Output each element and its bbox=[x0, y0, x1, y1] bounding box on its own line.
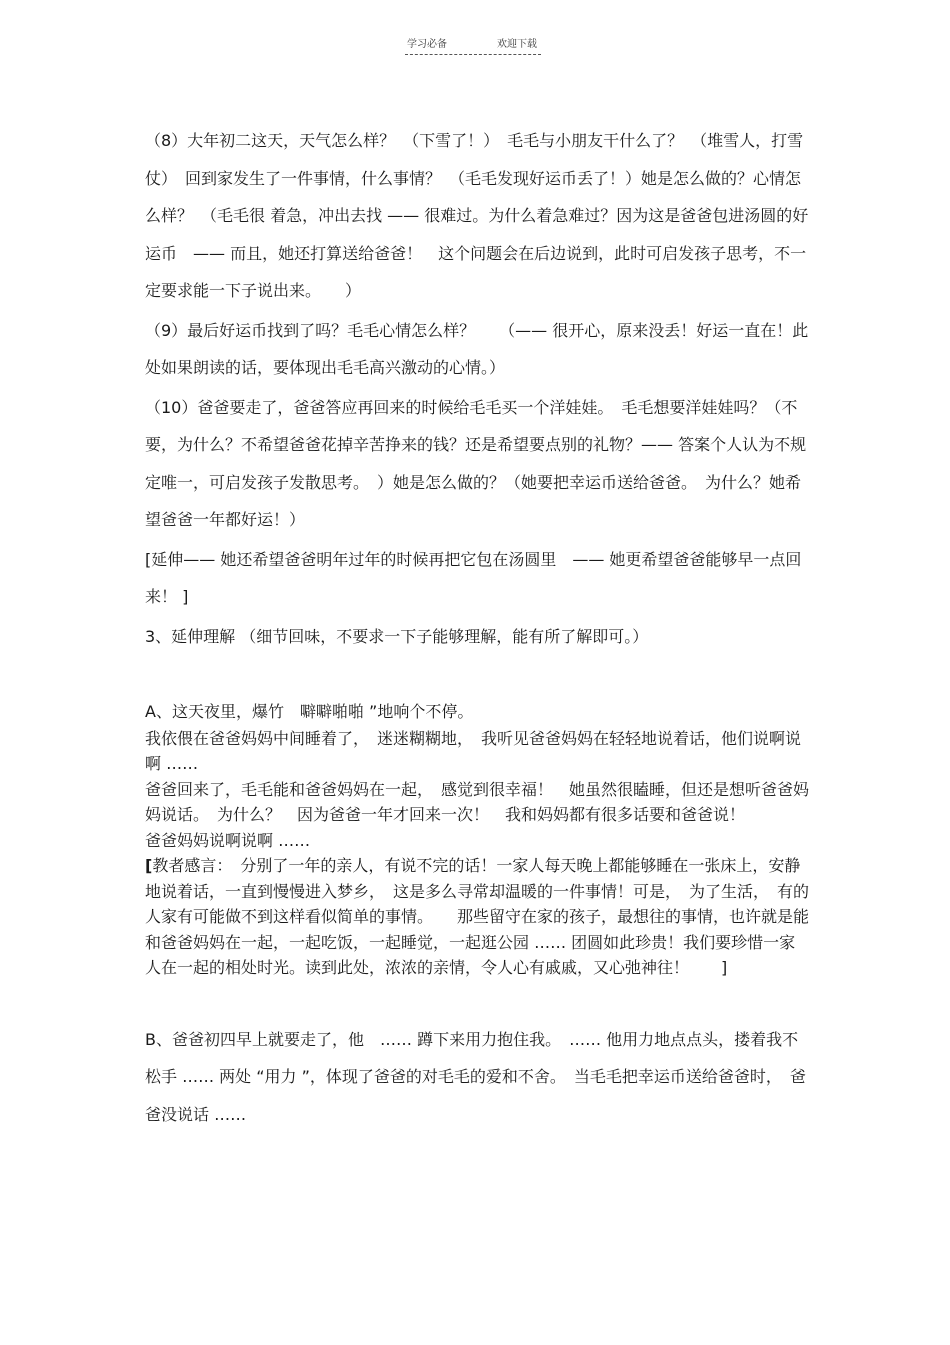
paragraph-question-10: （10）爸爸要走了，爸爸答应再回来的时候给毛毛买一个洋娃娃。 毛毛想要洋娃娃吗？（不要，为什么？不希望爸爸花掉辛苦挣来的钱？还是希望要点别的礼物？—— 答案个人认为不规定唯一，可启发孩子发散思考。 ）她是怎么做的？（她要把幸运币送给爸爸。 为什么？她希望爸爸一年都好运！） bbox=[145, 397, 807, 529]
page-header bbox=[405, 38, 545, 60]
section-questions bbox=[145, 122, 810, 655]
section-a-paragraph-1: 我依偎在爸爸妈妈中间睡着了， 迷迷糊糊地， 我听见爸爸妈妈在轻轻地说着话，他们说啊说啊 …… bbox=[145, 728, 802, 773]
section-a-paragraph-3: 爸爸妈妈说啊说啊 …… bbox=[145, 830, 311, 850]
section-b bbox=[145, 1021, 810, 1134]
teacher-note-paragraph bbox=[145, 853, 810, 981]
header-left-text: 学习必备 bbox=[407, 39, 447, 50]
section-a-paragraph-2: 爸爸回来了，毛毛能和爸爸妈妈在一起， 感觉到很幸福！ 她虽然很瞌睡，但还是想听爸爸妈妈说话。 为什么？ 因为爸爸一年才回来一次！ 我和妈妈都有很多话要和爸爸说！ bbox=[145, 779, 810, 824]
section-a bbox=[145, 699, 810, 981]
paragraph-question-8: （8）大年初二这天，天气怎么样？ （下雪了！） 毛毛与小朋友干什么了？ （堆雪人，打雪仗） 回到家发生了一件事情，什么事情？ （毛毛发现好运币丢了！）她是怎么做的？心情怎么样？ （毛毛很 着急，冲出去找 —— 很难过。为什么着急难过？因为这是爸爸包进汤圆的好运币 —— 而且，她还打算送给爸爸！ 这个问题会在后边说到，此时可启发孩子思考，不一定要求能一下子说出来。 ） bbox=[145, 131, 809, 300]
paragraph-extension: [延伸—— 她还希望爸爸明年过年的时候再把它包在汤圆里 —— 她更希望爸爸能够早一点回来！ ] bbox=[145, 549, 802, 606]
section-a-title: A、这天夜里，爆竹 噼噼啪啪 ”地响个不停。 bbox=[145, 702, 474, 721]
document-body bbox=[145, 122, 810, 1133]
header-right-text: 欢迎下载 bbox=[497, 39, 537, 50]
teacher-note-open-bracket: [ bbox=[145, 856, 153, 875]
header-dashed-rule bbox=[405, 54, 541, 55]
paragraph-question-9: （9）最后好运币找到了吗？毛毛心情怎么样？ （—— 很开心，原来没丢！好运一直在！此处如果朗读的话，要体现出毛毛高兴激动的心情。） bbox=[145, 320, 809, 377]
heading-extension-understanding: 3、延伸理解 （细节回味，不要求一下子能够理解，能有所了解即可。） bbox=[145, 626, 649, 646]
teacher-note-text: 教者感言： 分别了一年的亲人，有说不完的话！一家人每天晚上都能够睡在一张床上，安静地说着话，一直到慢慢进入梦乡， 这是多么寻常却温暖的一件事情！可是， 为了生活， 有的人家有可能做不到这样看似简单的事情。 那些留守在家的孩子，最想往的事情，也许就是能和爸爸妈妈在一起，一起吃饭，一起睡觉，一起逛公园 …… 团圆如此珍贵！我们要珍惜一家人在一起的相处时光。读到此处，浓浓的亲情，令人心有戚戚，又心弛神往！ ] bbox=[145, 856, 810, 977]
section-b-paragraph: B、爸爸初四早上就要走了，他 …… 蹲下来用力抱住我。 …… 他用力地点点头，搂着我不松手 …… 两处 “用力 ”，体现了爸爸的对毛毛的爱和不舍。 当毛毛把幸运币送给爸爸时， 爸爸没说话 …… bbox=[145, 1029, 806, 1124]
